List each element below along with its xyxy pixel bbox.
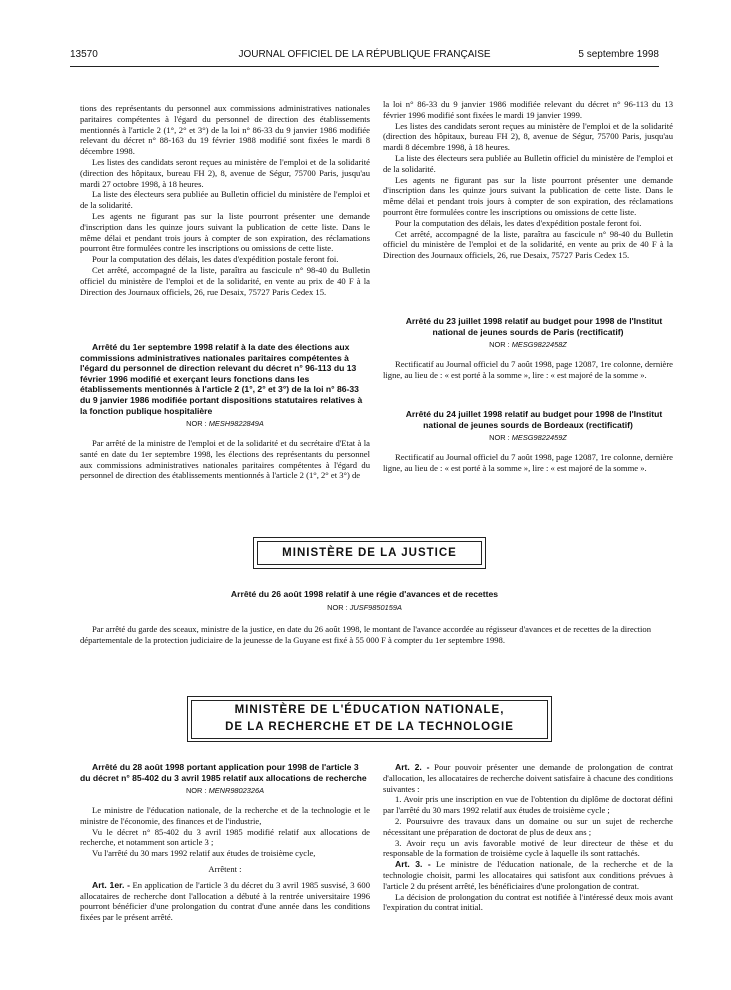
left-column-top <box>80 103 370 297</box>
article-2 <box>383 762 673 794</box>
arrete-title: Arrêté du 1er septembre 1998 relatif à la date des élections aux commissions administratives nationales paritaires compétentes à l'égard du personnel de direction relevant du décret n° 96-113 du 13 février 1996 modifié et exerçant leurs fonctions dans les établissements mentionnés à l'article 2 (1°, 2° et 3°) de la loi n° 86-33 du 9 janvier 1986 modifiée portant dispositions statutaires relatives à la fonction publique hospitalière <box>80 342 363 416</box>
nor-line <box>383 340 673 351</box>
arretent: Arrêtent : <box>208 863 242 874</box>
paragraph: tions des représentants du personnel aux commissions administratives nationales paritaires compétentes à l'égard du personnel de direction des établissements mentionnés à l'article 2 (1°, 2° et 3°) de la loi n° 86-33 du 9 janvier 1986 modifiée relevant du décret n° 88-163 du 19 février 1988 modifié sont fixées le mardi 8 décembre 1998. <box>80 103 370 157</box>
paragraph: Les listes des candidats seront reçues au ministère de l'emploi et de la solidarité (direction des hôpitaux, bureau FH 2), 8, avenue de Ségur, 75700 Paris, jusqu'au mardi 8 décembre 1998, à 18 heures. <box>383 120 673 153</box>
paragraph: Les agents ne figurant pas sur la liste pourront présenter une demande d'inscription dans les quinze jours suivant la publication de cette liste. Dans le même délai et pendant trois jours à compter de son expiration, des réclamations pourront être formulées contre les inscriptions ou omissions de cette liste. <box>80 210 370 254</box>
nor-line <box>80 419 370 430</box>
article-label: Art. 3. - <box>395 859 431 870</box>
nor-label: NOR : <box>186 419 207 429</box>
paragraph: La liste des électeurs sera publiée au Bulletin officiel du ministère de l'emploi et de la solidarité. <box>80 189 370 211</box>
nor-label: NOR : <box>489 340 510 350</box>
education-ministry-box <box>187 696 552 742</box>
education-right-column <box>383 762 673 913</box>
ministry-title-line-1: MINISTÈRE DE L'ÉDUCATION NATIONALE, <box>234 704 505 716</box>
right-arrete-2 <box>383 409 673 474</box>
list-item: 3. Avoir reçu un avis favorable motivé de leur directeur de thèse et du responsable de la formation de troisième cycle à laquelle ils sont rattachés. <box>383 837 673 859</box>
nor-label: NOR : <box>327 602 348 612</box>
justice-ministry-box <box>253 537 486 569</box>
paragraph: Les agents ne figurant pas sur la liste pourront présenter une demande d'inscription dans les quinze jours suivant la publication de cette liste. Dans le même délai et pendant trois jours à compter de son expiration, des réclamations pourront être formulées contre les inscriptions ou omissions de cette liste. <box>383 174 673 217</box>
paragraph: Cet arrêté, accompagné de la liste, paraîtra au fascicule n° 98-40 du Bulletin officiel du ministère de l'emploi et de la solidarité, en vente au prix de 40 F à la Direction des Journaux officiels, 26, rue Desaix, 75727 Paris Cedex 15. <box>80 264 370 297</box>
nor-label: NOR : <box>489 433 510 443</box>
paragraph: la loi n° 86-33 du 9 janvier 1986 modifiée relevant du décret n° 96-113 du 13 février 1996 modifié sont fixées le mardi 19 janvier 1999. <box>383 99 673 120</box>
nor-line <box>70 603 659 612</box>
article-label: Art. 1er. - <box>92 879 130 890</box>
arrete-title: Arrêté du 26 août 1998 relatif à une régie d'avances et de recettes <box>230 589 499 599</box>
right-arrete-1 <box>383 316 673 381</box>
justice-arrete <box>70 589 659 618</box>
arrete-body: Par arrêté du garde des sceaux, ministre de la justice, en date du 26 août 1998, le montant de l'avance accordée au régisseur d'avances et de recettes de la direction départementale de la protection judiciaire de la jeunesse de la Guyane est fixé à 55 000 F à compter du 1er septembre 1998. <box>80 624 651 645</box>
arrete-title: Arrêté du 24 juillet 1998 relatif au budget pour 1998 de l'Institut national de jeunes sourds de Bordeaux (rectificatif) <box>405 409 663 430</box>
article-text: Le ministre de l'éducation nationale, de la recherche et de la technologie choisit, parmi les allocataires qui satisfont aux conditions prévues à l'article 2 du présent arrêté, les bénéficiaires d'une prolongation de contrat. <box>383 859 673 891</box>
ministry-title: MINISTÈRE DE LA JUSTICE <box>257 541 482 565</box>
left-arrete <box>80 342 370 481</box>
ministry-title <box>191 700 548 739</box>
education-left-column <box>80 762 370 923</box>
arrete-title: Arrêté du 23 juillet 1998 relatif au budget pour 1998 de l'Institut national de jeunes sourds de Paris (rectificatif) <box>405 316 663 337</box>
arrete-body: Par arrêté de la ministre de l'emploi et de la solidarité et du secrétaire d'Etat à la santé en date du 1er septembre 1998, les élections des représentants du personnel aux commissions administratives nationales paritaires compétentes à l'égard du personnel de direction des établissements mentionnés à l'article 2 (1°, 2° et 3°) de <box>80 437 370 481</box>
list-item: 2. Poursuivre des travaux dans un domaine ou sur un sujet de recherche nécessitant une préparation de doctorat de plus de deux ans ; <box>383 815 673 837</box>
issue-date: 5 septembre 1998 <box>578 49 659 60</box>
article-1 <box>80 880 370 923</box>
page-number: 13570 <box>70 49 98 60</box>
ministry-title-line-2: DE LA RECHERCHE ET DE LA TECHNOLOGIE <box>225 721 514 733</box>
article-text: En application de l'article 3 du décret du 3 avril 1985 susvisé, 3 600 allocataires de recherche dont l'allocation a débuté à la rentrée universitaire 1996 pourront bénéficier d'une prolongation du contrat d'une année dans les conditions fixées par le présent arrêté. <box>80 879 370 923</box>
article-text: Pour pouvoir présenter une demande de prolongation de contrat d'allocation, les allocataires de recherche doivent satisfaire à chacune des conditions suivantes : <box>383 762 673 794</box>
article-label: Art. 2. - <box>395 762 430 772</box>
nor-code: MESG9822459Z <box>511 433 567 443</box>
nor-label: NOR : <box>185 786 207 796</box>
nor-line <box>383 433 673 444</box>
nor-code: MESG9822458Z <box>511 340 567 350</box>
arrete-title: Arrêté du 28 août 1998 portant application pour 1998 de l'article 3 du décret n° 85-402 du 3 avril 1985 relatif aux allocations de recherche <box>80 762 367 783</box>
article-3 <box>383 859 673 891</box>
paragraph: Pour la computation des délais, les dates d'expédition postale feront foi. <box>395 217 642 228</box>
arrete-body: Rectificatif au Journal officiel du 7 août 1998, page 12087, 1re colonne, dernière ligne, au lieu de : « est porté à la somme », lire : « est majoré de la somme ». <box>383 358 673 380</box>
paragraph: Vu l'arrêté du 30 mars 1992 relatif aux études de troisième cycle, <box>92 848 316 859</box>
page-header <box>70 49 659 63</box>
nor-code: JUSF9850159A <box>349 602 402 612</box>
paragraph: Vu le décret n° 85-402 du 3 avril 1985 modifié relatif aux allocations de recherche, et notamment son article 3 ; <box>80 826 370 848</box>
paragraph: La décision de prolongation du contrat est notifiée à l'intéressé deux mois avant l'expiration du contrat initial. <box>383 891 673 913</box>
nor-line <box>80 786 370 797</box>
paragraph: Les listes des candidats seront reçues au ministère de l'emploi et de la solidarité (direction des hôpitaux, bureau FH 2), 8, avenue de Ségur, 75700 Paris, jusqu'au mardi 27 octobre 1998, à 18 heures. <box>80 156 370 189</box>
nor-code: MESH9822849A <box>208 419 264 429</box>
paragraph: Le ministre de l'éducation nationale, de la recherche et de la technologie et le ministre de l'économie, des finances et de l'industrie, <box>80 804 370 826</box>
paragraph: Pour la computation des délais, les dates d'expédition postale feront foi. <box>92 254 339 265</box>
right-column-top <box>383 99 673 261</box>
arrete-body: Rectificatif au Journal officiel du 7 août 1998, page 12087, 1re colonne, dernière ligne, au lieu de : « est porté à la somme », lire : « est majoré de la somme ». <box>383 451 673 473</box>
nor-code: MENR9802326A <box>208 786 265 796</box>
header-rule <box>70 66 659 67</box>
paragraph: La liste des électeurs sera publiée au Bulletin officiel du ministère de l'emploi et de la solidarité. <box>383 152 673 174</box>
paragraph: Cet arrêté, accompagné de la liste, paraîtra au fascicule n° 98-40 du Bulletin officiel du ministère de l'emploi et de la solidarité, en vente au prix de 40 F à la Direction des Journaux officiels, 26, rue Desaix, 75727 Paris Cedex 15. <box>383 228 673 261</box>
journal-title: JOURNAL OFFICIEL DE LA RÉPUBLIQUE FRANÇAISE <box>238 49 491 60</box>
justice-body <box>80 624 651 646</box>
list-item: 1. Avoir pris une inscription en vue de l'obtention du diplôme de doctorat défini par l'arrêté du 30 mars 1992 relatif aux études de troisième cycle ; <box>383 794 673 816</box>
